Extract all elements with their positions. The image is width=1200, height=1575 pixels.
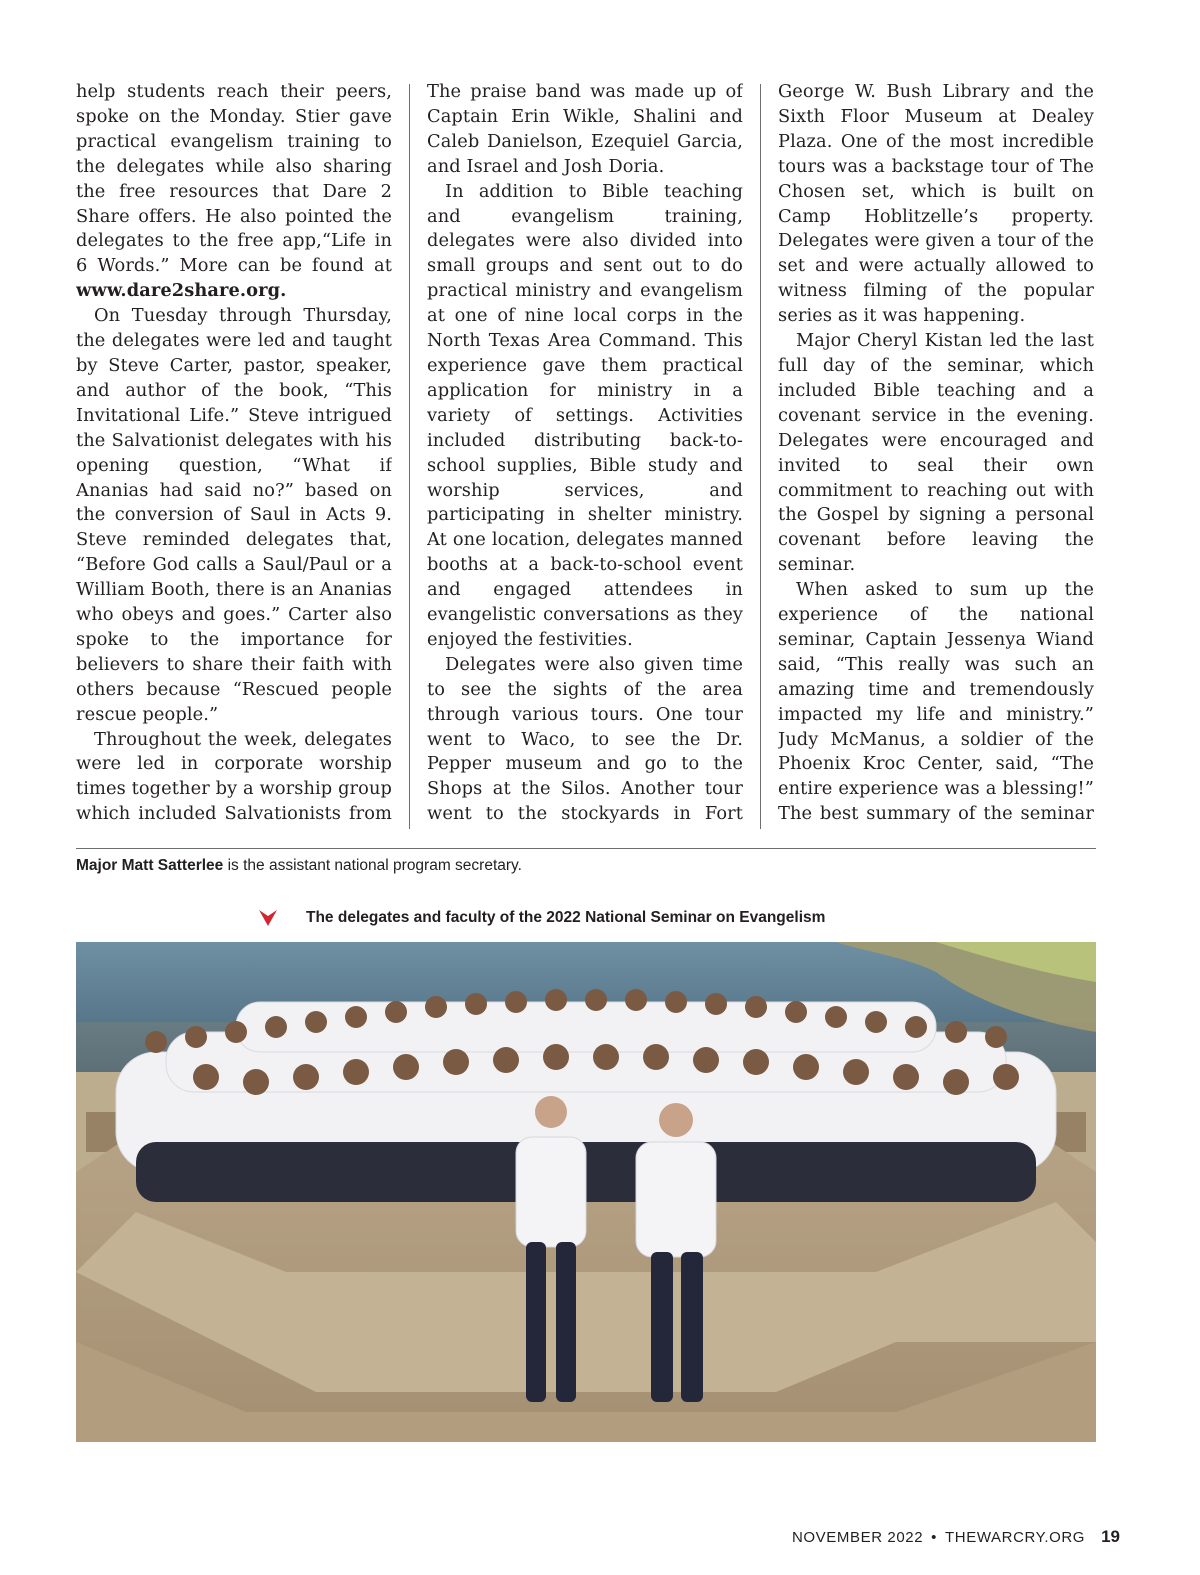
paragraph: On Tuesday through Thursday, the delegates were led and taught by Steve Carter, pastor, speaker, and author of the book, “This Invitational Life.” Steve intrigued the Salvationist delegates with his opening question, “What if Ananias had said no?” based on the conversion of Saul in Acts 9. Steve reminded delegates that, “Before God calls a Saul/Paul or a William Booth, there is an Ananias who obeys and goes.” Carter also spoke to the importance for believers to share their faith with others because “Rescued people rescue people.” bbox=[76, 305, 392, 725]
issue-date: NOVEMBER 2022 bbox=[791, 1529, 924, 1546]
group-photo-illustration bbox=[76, 942, 1096, 1442]
paragraph: Major Cheryl Kistan led the last full day of the seminar, which included Bible teaching and a covenant service in the evening. Delegates were encouraged and invited to seal their own commitment to reaching out with the Gospel by signing a personal covenant before leaving the seminar. bbox=[778, 330, 1094, 576]
paragraph bbox=[76, 80, 392, 304]
photo-caption: The delegates and faculty of the 2022 National Seminar on Evangelism bbox=[306, 909, 826, 926]
bio-divider bbox=[76, 848, 1096, 849]
column-3 bbox=[778, 80, 1094, 828]
website-name[interactable]: THEWARCRY.ORG bbox=[945, 1529, 1086, 1546]
paragraph: George W. Bush Library and the Sixth Floor Museum at Dealey Plaza. One of the most incredible tours was a backstage tour of The Chosen set, which is built on Camp Hoblitzelle’s property. Delegates were given a tour of the set and were actually allowed to witness filming of the popular series as it was happening. bbox=[778, 81, 1094, 327]
paragraph-text: help students reach their peers, spoke on the Monday. Stier gave practical evangelism training to the delegates while also sharing the free resources that Dare 2 Share offers. He also pointed the delegates to the free app,“Life in 6 Words.” More can be found at bbox=[76, 81, 392, 277]
column-1 bbox=[76, 80, 392, 828]
paragraph-text: When asked to sum up the experience of the national seminar, Captain Jessenya Wiand said, “This really was such an amazing time and tremendously impacted my life and ministry.” Judy McManus, a soldier of the Phoenix Kroc Center, said, “The entire experience was a blessing!” The best summary of the seminar bbox=[778, 579, 1094, 825]
paragraph: Throughout the week, delegates were led in corporate worship times together by a worship group which included Salvationists from bbox=[76, 728, 392, 825]
photo-caption-row bbox=[258, 906, 825, 930]
article-body bbox=[76, 80, 1096, 828]
page-footer bbox=[792, 1527, 1120, 1547]
group-photo bbox=[76, 942, 1096, 1442]
author-role: is the assistant national program secretary. bbox=[223, 857, 522, 874]
page-number: 19 bbox=[1101, 1527, 1120, 1546]
column-2 bbox=[427, 80, 743, 828]
footer-separator: • bbox=[931, 1529, 938, 1546]
down-arrow-icon bbox=[258, 908, 278, 928]
column-divider bbox=[760, 84, 761, 829]
paragraph: The praise band was made up of Captain Erin Wikle, Shalini and Caleb Danielson, Ezequiel Garcia, and Israel and Josh Doria. bbox=[427, 81, 743, 177]
paragraph: In addition to Bible teaching and evangelism training, delegates were also divided into small groups and sent out to do practical ministry and evangelism at one of nine local corps in the North Texas Area Command. This experience gave them practical application for ministry in a variety of settings. Activities included distributing back-to-school supplies, Bible study and worship services, and participating in shelter ministry. At one location, delegates manned booths at a back-to-school event and engaged attendees in evangelistic conversations as they enjoyed the festivities. bbox=[427, 180, 743, 650]
author-bio bbox=[76, 855, 1096, 877]
paragraph: Delegates were also given time to see the sights of the area through various tours. One tour went to Waco, to see the Dr. Pepper museum and go to the Shops at the Silos. Another tour went to the stockyards in Fort bbox=[427, 653, 743, 825]
author-name: Major Matt Satterlee bbox=[76, 857, 224, 874]
column-divider bbox=[409, 84, 410, 829]
paragraph bbox=[778, 578, 1094, 828]
website-link[interactable]: www.dare2share.org. bbox=[76, 280, 287, 302]
